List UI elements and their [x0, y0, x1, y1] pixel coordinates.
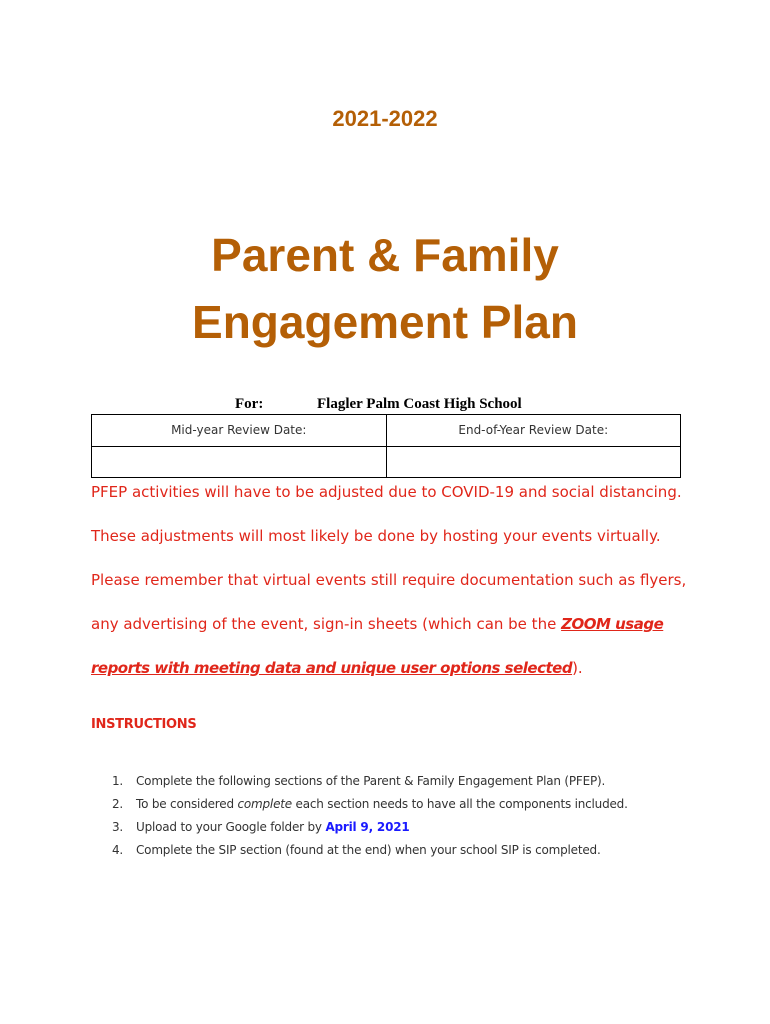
- mid-year-review-label: Mid-year Review Date:: [92, 415, 387, 447]
- step-text: Complete the SIP section (found at the end) when your school SIP is completed.: [136, 843, 601, 857]
- end-of-year-review-label: End-of-Year Review Date:: [386, 415, 681, 447]
- step-text: [136, 793, 628, 816]
- step-number: 4.: [112, 843, 124, 857]
- instructions-heading: INSTRUCTIONS: [91, 717, 197, 732]
- step-text: Complete the following sections of the Parent & Family Engagement Plan (PFEP).: [136, 774, 606, 788]
- notice-line-1: PFEP activities will have to be adjusted due to COVID-19 and social distancing.: [91, 483, 682, 501]
- plan-year: 2021-2022: [332, 106, 438, 131]
- step-text-post: each section needs to have all the components included.: [291, 797, 628, 811]
- instructions-list: [91, 770, 691, 862]
- list-item: [91, 816, 691, 839]
- school-name: Flagler Palm Coast High School: [317, 396, 522, 412]
- title-line-2: Engagement Plan: [192, 296, 578, 348]
- notice-line-5: [91, 654, 691, 698]
- notice-line-3: Please remember that virtual events still require documentation such as flyers,: [91, 571, 687, 589]
- deadline-date: April 9, 2021: [325, 820, 410, 834]
- end-of-year-review-date-field[interactable]: [386, 446, 681, 478]
- for-label: For:: [235, 396, 264, 412]
- review-dates-table: [91, 414, 681, 478]
- step-number: 2.: [112, 797, 124, 811]
- notice-line-4: [91, 610, 691, 654]
- notice-line-2: These adjustments will most likely be done by hosting your events virtually.: [91, 527, 661, 545]
- zoom-reports-link[interactable]: reports with meeting data and unique user options selected: [91, 659, 573, 677]
- covid-notice: [91, 478, 691, 698]
- step-text-pre: To be considered: [136, 797, 238, 811]
- zoom-usage-link[interactable]: ZOOM usage: [561, 615, 664, 633]
- title-line-1: Parent & Family: [211, 229, 559, 281]
- step-number: 3.: [112, 820, 124, 834]
- step-text-italic: complete: [237, 797, 292, 811]
- list-item: [91, 793, 691, 816]
- list-item: [91, 770, 691, 793]
- notice-line-5-end: ).: [572, 659, 583, 677]
- school-line: [0, 396, 770, 416]
- notice-line-4-text: any advertising of the event, sign-in sheets (which can be the: [91, 615, 562, 633]
- list-item: [91, 839, 691, 862]
- step-text: [136, 816, 410, 839]
- step-text-pre: Upload to your Google folder by: [136, 820, 326, 834]
- step-number: 1.: [112, 774, 124, 788]
- page-title: [0, 222, 770, 356]
- mid-year-review-date-field[interactable]: [92, 446, 387, 478]
